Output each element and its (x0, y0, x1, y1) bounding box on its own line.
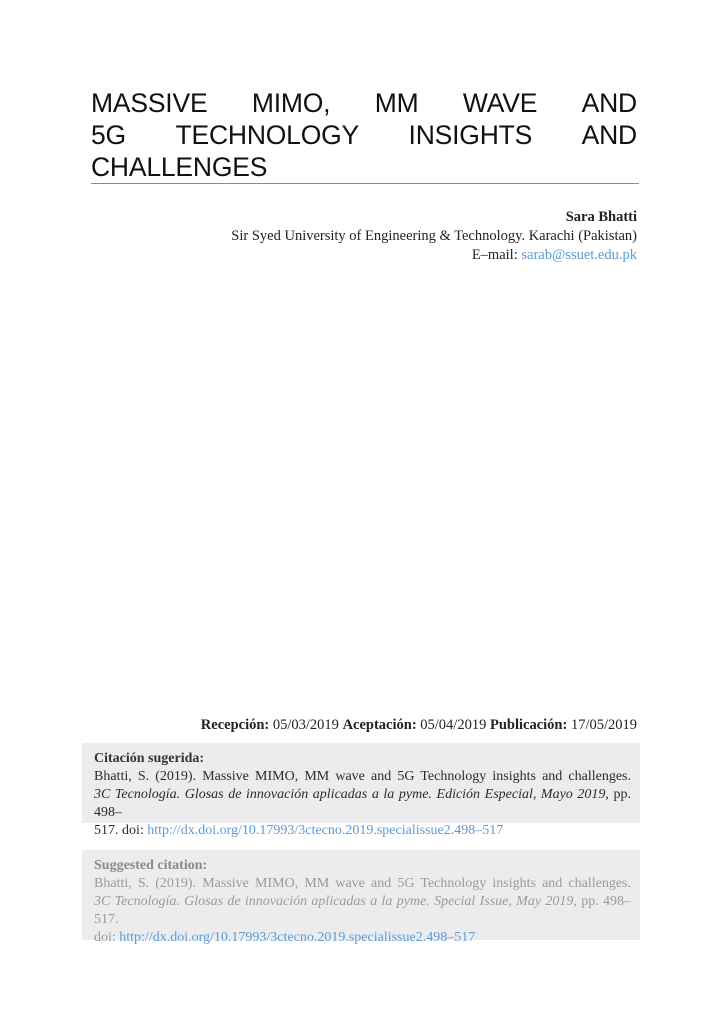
received-date: 05/03/2019 (272, 717, 339, 733)
accepted-date: 05/04/2019 (420, 717, 487, 733)
title-divider (91, 183, 639, 184)
title-word: TECHNOLOGY (175, 120, 360, 150)
citation-journal-line (94, 893, 631, 929)
paper-title (91, 87, 637, 183)
title-line-3 (91, 151, 637, 183)
author-name: Sara Bhatti (565, 209, 637, 225)
citation-heading: Suggested citation: (94, 858, 208, 873)
accepted-label: Aceptación: (342, 717, 417, 733)
email-label: E–mail: (471, 247, 522, 263)
published-date: 17/05/2019 (570, 717, 637, 733)
citation-journal: 3C Tecnología. Glosas de innovación aplicadas a la pyme. Edición Especial, Mayo 2019 (94, 787, 606, 802)
citation-line: Bhatti, S. (2019). Massive MIMO, MM wave and 5G Technology insights and challenges. (94, 769, 631, 784)
citation-pages-end: 517. doi: (94, 823, 148, 838)
author-block (231, 208, 637, 265)
author-email-line (231, 246, 637, 265)
citation-pages: , pp. 498–517. (94, 894, 632, 927)
published-label: Publicación: (489, 717, 568, 733)
suggested-citation-spanish (82, 743, 640, 838)
citation-journal-line (94, 786, 631, 822)
suggested-citation-english (82, 850, 640, 945)
title-word: 5G (91, 120, 126, 150)
title-line-1 (91, 87, 637, 119)
title-word: CHALLENGES (91, 152, 268, 182)
title-word: MASSIVE (91, 88, 208, 118)
title-word: AND (581, 120, 637, 150)
received-label: Recepción: (200, 717, 270, 733)
publication-dates (201, 716, 637, 734)
title-word: AND (581, 88, 637, 118)
citation-pages: , pp. 498– (94, 787, 631, 820)
author-affiliation: Sir Syed University of Engineering & Technology. Karachi (Pakistan) (231, 228, 637, 244)
citation-heading: Citación sugerida: (94, 751, 205, 766)
title-word: MIMO, (251, 88, 331, 118)
citation-line: Bhatti, S. (2019). Massive MIMO, MM wave and 5G Technology insights and challenges. (94, 876, 631, 891)
doi-link[interactable]: http://dx.doi.org/10.17993/3ctecno.2019.specialissue2.498–517 (147, 823, 504, 838)
title-word: INSIGHTS (408, 120, 533, 150)
email-link[interactable]: sarab@ssuet.edu.pk (521, 247, 637, 263)
citation-doi-line (94, 822, 631, 840)
title-line-2 (91, 119, 637, 151)
doi-link[interactable]: http://dx.doi.org/10.17993/3ctecno.2019.specialissue2.498–517 (119, 930, 476, 945)
title-word: MM (374, 88, 419, 118)
citation-journal: 3C Tecnología. Glosas de innovación aplicadas a la pyme. Special Issue, May 2019 (94, 894, 574, 909)
citation-doi-line (94, 929, 631, 947)
doi-label: doi: (94, 930, 120, 945)
title-word: WAVE (462, 88, 538, 118)
